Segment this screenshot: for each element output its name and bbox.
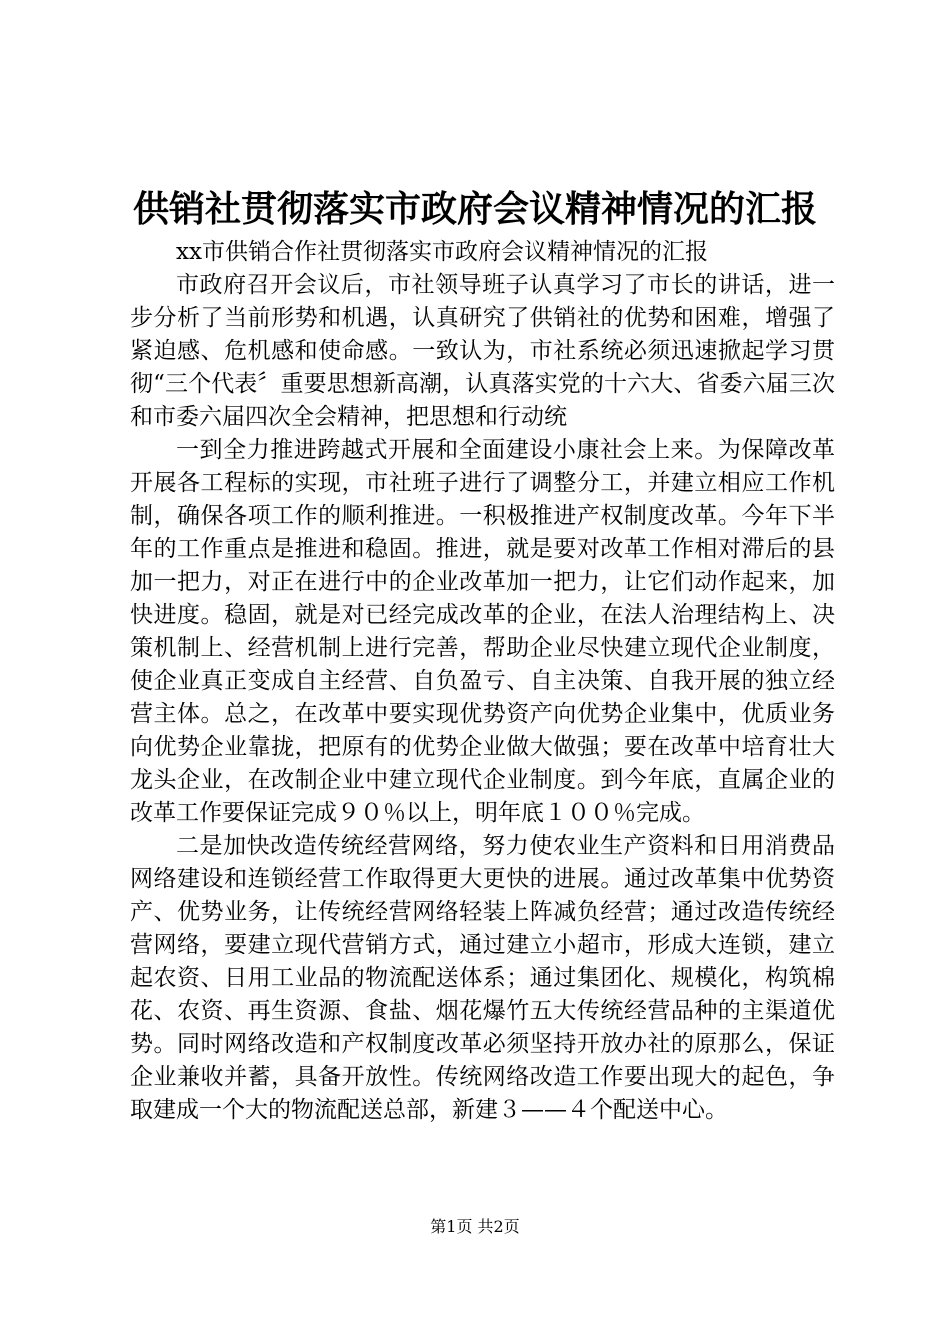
paragraph-intro: 市政府召开会议后，市社领导班子认真学习了市长的讲话，进一步分析了当前形势和机遇，认真研究了供销社的优势和困难，增强了紧迫感、危机感和使命感。一致认为，市社系统必须迅速掀起学习贯彻“三个代表〞重要思想新高潮，认真落实党的十六大、省委六届三次和市委六届四次全会精神，把思想和行动统 [130,272,835,430]
paragraph-reform: 一到全力推进跨越式开展和全面建设小康社会上来。为保障改革开展各工程标的实现，市社班子进行了调整分工，并建立相应工作机制，确保各项工作的顺利推进。一积极推进产权制度改革。今年下半年的工作重点是推进和稳固。推进，就是要对改革工作相对滞后的县加一把力，对正在进行中的企业改革加一把力，让它们动作起来，加快进度。稳固，就是对已经完成改革的企业，在法人治理结构上、决策机制上、经营机制上进行完善，帮助企业尽快建立现代企业制度，使企业真正变成自主经营、自负盈亏、自主决策、自我开展的独立经营主体。总之，在改革中要实现优势资产向优势企业集中，优质业务向优势企业靠拢，把原有的优势企业做大做强；要在改革中培育壮大龙头企业，在改制企业中建立现代企业制度。到今年底，直属企业的改革工作要保证完成９０％以上，明年底１００％完成。 [130,437,835,826]
paragraph-network: 二是加快改造传统经营网络，努力使农业生产资料和日用消费品网络建设和连锁经营工作取得更大更快的进展。通过改革集中优势资产、优势业务，让传统经营网络轻装上阵减负经营；通过改造传统经营网络，要建立现代营销方式，通过建立小超市，形成大连锁，建立起农资、日用工业品的物流配送体系；通过集团化、规模化，构筑棉花、农资、再生资源、食盐、烟花爆竹五大传统经营品种的主渠道优势。同时网络改造和产权制度改革必须坚持开放办社的原那么，保证企业兼收并蓄，具备开放性。传统网络改造工作要出现大的起色，争取建成一个大的物流配送总部，新建３——４个配送中心。 [130,833,835,1123]
document-body [130,236,835,1127]
paragraph-subtitle: xx市供销合作社贯彻落实市政府会议精神情况的汇报 [176,239,708,265]
page-footer: 第1页 共2页 [430,1217,520,1236]
document-title: 供销社贯彻落实市政府会议精神情况的汇报 [132,188,817,230]
